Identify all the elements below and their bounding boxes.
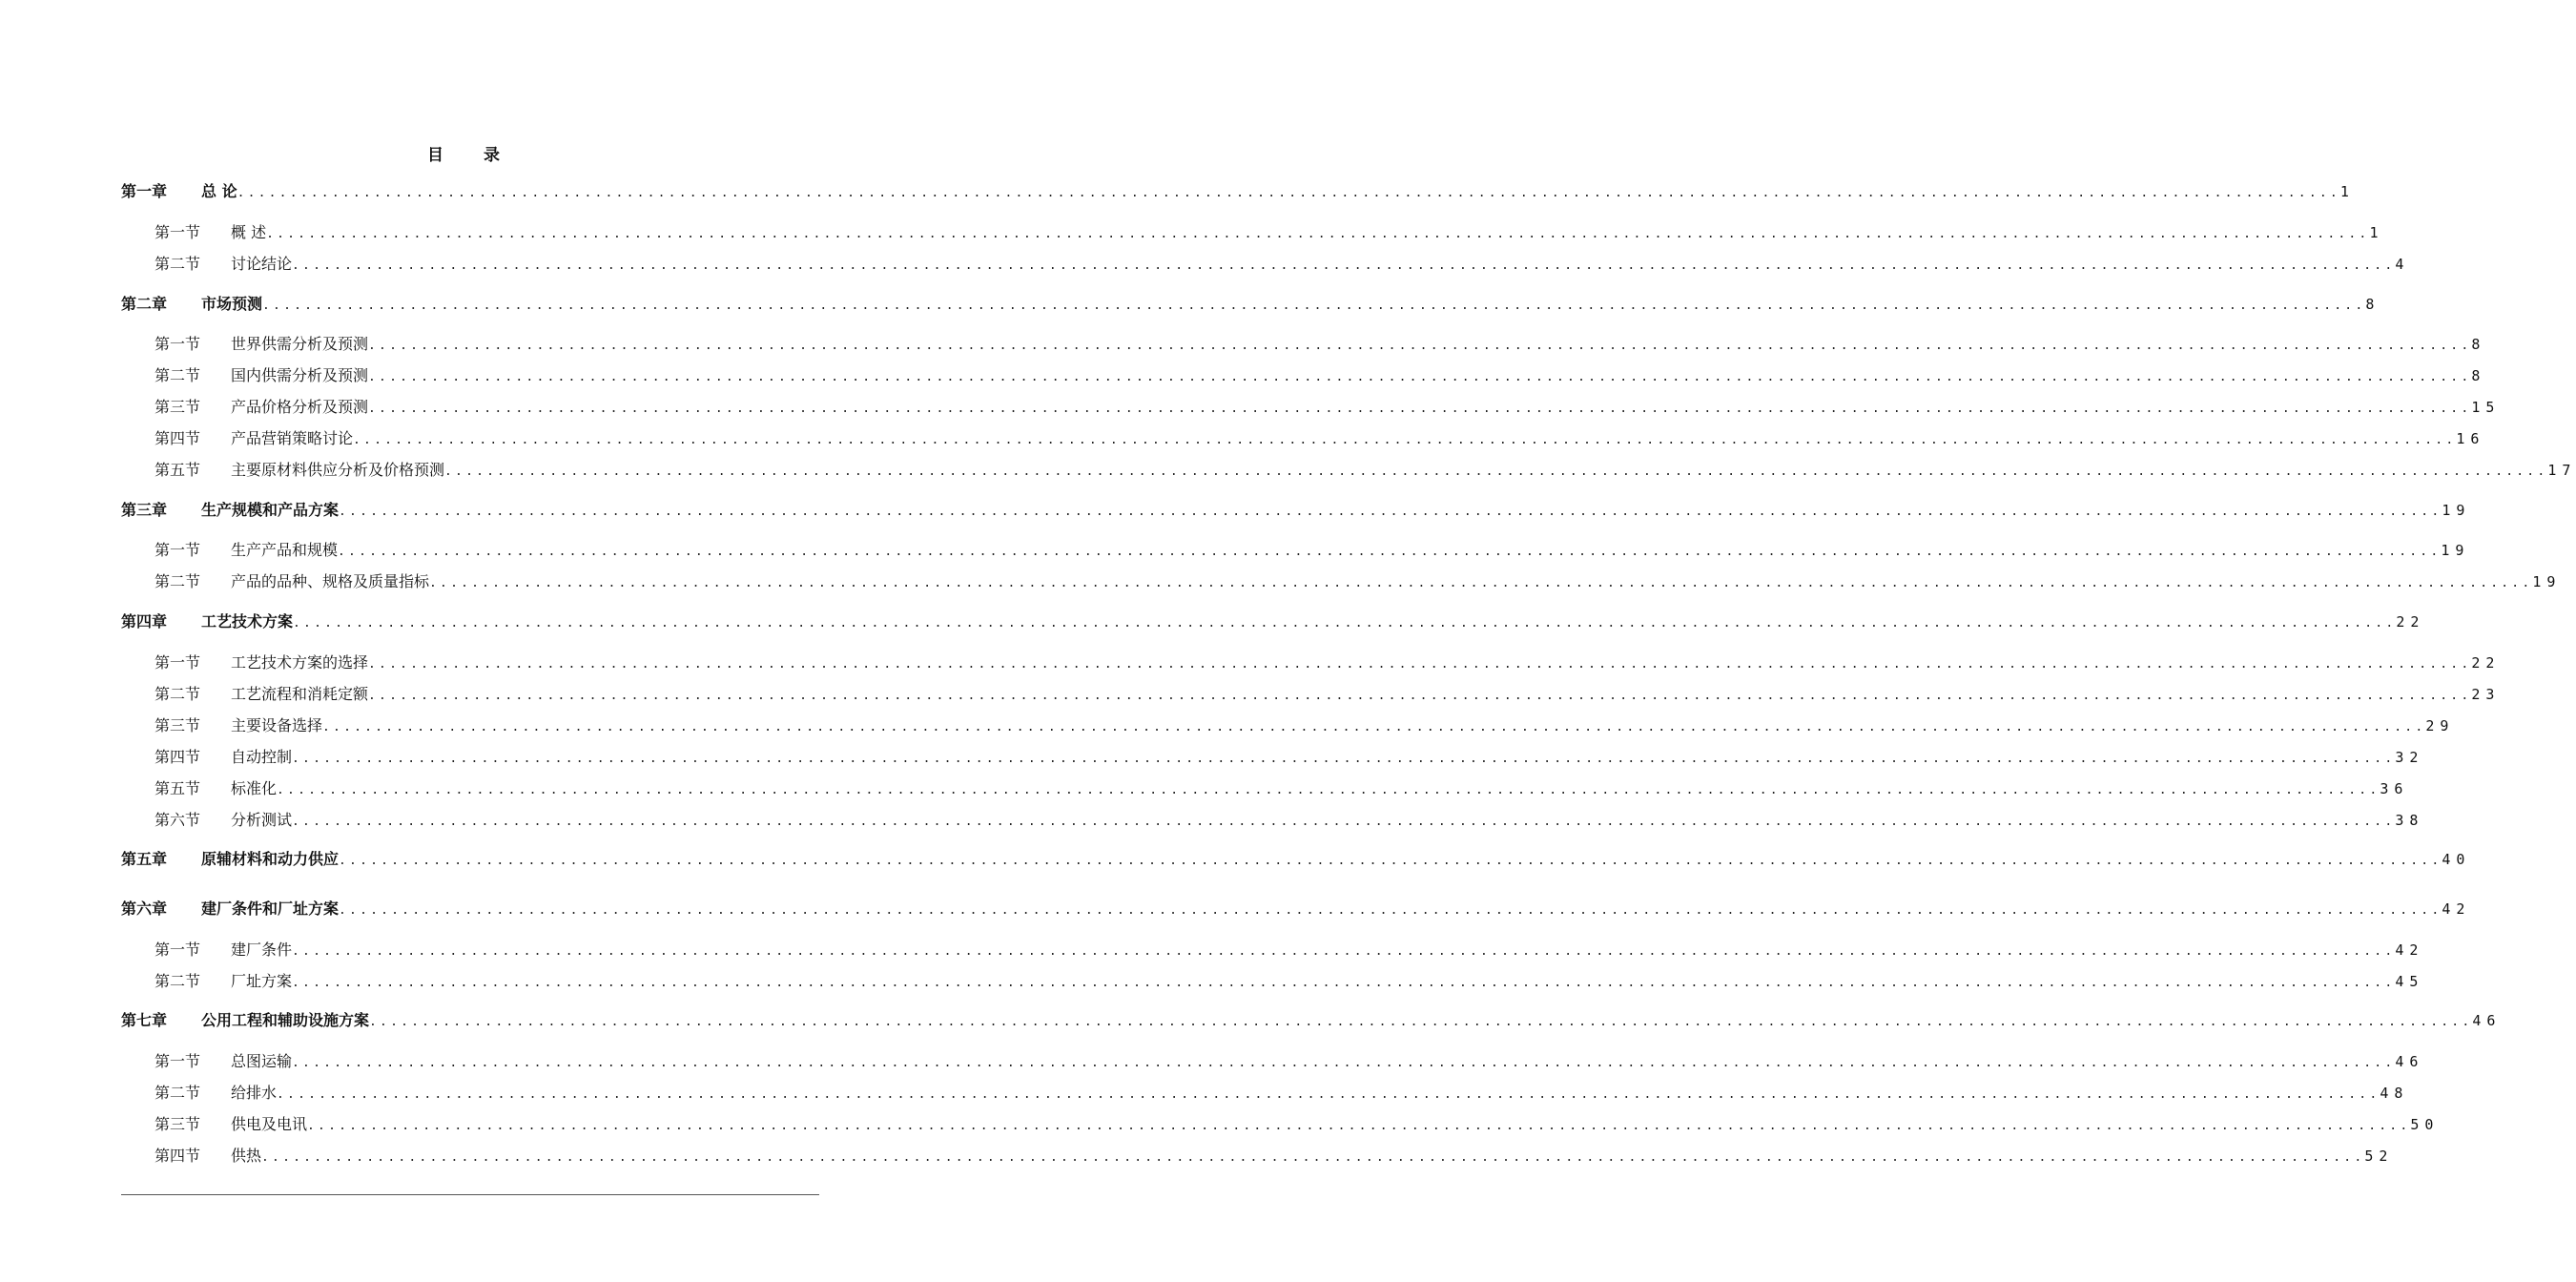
dot-leader: ........................................................................................................................................................................................................: [339, 505, 2442, 519]
dot-leader: ........................................................................................................................................................................................................: [368, 657, 2472, 672]
entry-label: 第二节: [155, 685, 201, 703]
entry-title: 讨论结论: [231, 255, 293, 273]
dot-leader: ........................................................................................................................................................................................................: [368, 402, 2472, 416]
dot-leader: ........................................................................................................................................................................................................: [368, 339, 2472, 353]
entry-label: 第一节: [155, 1052, 201, 1070]
toc-entry[interactable]: [155, 428, 2485, 449]
toc-entry[interactable]: [121, 899, 2471, 920]
entry-label: 第二节: [155, 972, 201, 990]
toc-entry[interactable]: [155, 715, 2455, 736]
dot-leader: ........................................................................................................................................................................................................: [292, 752, 2396, 766]
toc-entry[interactable]: [155, 684, 2501, 705]
toc-entry[interactable]: [155, 971, 2424, 992]
toc-entry[interactable]: [155, 460, 2576, 481]
entry-title: 总图运输: [231, 1052, 293, 1070]
entry-title: 原辅材料和动力供应: [201, 850, 340, 868]
toc-entry[interactable]: [121, 294, 2380, 315]
toc-title: 目 录: [427, 146, 517, 165]
dot-leader: ........................................................................................................................................................................................................: [262, 299, 2366, 313]
toc-entry[interactable]: [155, 540, 2470, 561]
toc-entry[interactable]: [155, 940, 2424, 961]
entry-page-number: 40: [2442, 851, 2471, 868]
toc-entry[interactable]: [121, 1010, 2502, 1031]
entry-label: 第一节: [155, 335, 201, 353]
entry-title: 给排水: [231, 1084, 278, 1102]
toc-entry[interactable]: [121, 500, 2471, 521]
toc-entry[interactable]: [155, 778, 2409, 799]
entry-title: 厂址方案: [231, 972, 293, 990]
entry-label: 第二节: [155, 572, 201, 590]
dot-leader: ........................................................................................................................................................................................................: [266, 227, 2370, 241]
dot-leader: ........................................................................................................................................................................................................: [339, 854, 2442, 868]
entry-page-number: 23: [2471, 686, 2501, 703]
entry-label: 第五节: [155, 461, 201, 479]
entry-title: 生产规模和产品方案: [201, 501, 340, 519]
entry-label: 第二节: [155, 366, 201, 384]
entry-page-number: 48: [2380, 1085, 2409, 1102]
entry-label: 第七章: [121, 1011, 168, 1029]
entry-page-number: 22: [2471, 654, 2501, 672]
entry-page-number: 1: [2339, 183, 2355, 200]
entry-page-number: 42: [2395, 941, 2424, 959]
toc-entry[interactable]: [155, 1051, 2424, 1072]
entry-title: 产品营销策略讨论: [231, 429, 354, 447]
entry-label: 第一节: [155, 653, 201, 672]
entry-title: 生产产品和规模: [231, 541, 339, 559]
entry-page-number: 38: [2395, 812, 2424, 829]
toc-entry[interactable]: [155, 397, 2501, 418]
entry-label: 第一节: [155, 941, 201, 959]
entry-page-number: 36: [2380, 780, 2409, 797]
entry-page-number: 42: [2442, 900, 2471, 918]
entry-title: 国内供需分析及预测: [231, 366, 369, 384]
toc-entry[interactable]: [155, 571, 2562, 592]
dot-leader: ........................................................................................................................................................................................................: [368, 689, 2472, 703]
entry-title: 分析测试: [231, 811, 293, 829]
entry-page-number: 1: [2369, 224, 2384, 241]
entry-title: 自动控制: [231, 748, 293, 766]
entry-label: 第一节: [155, 223, 201, 241]
dot-leader: ........................................................................................................................................................................................................: [292, 258, 2396, 273]
entry-title: 产品的品种、规格及质量指标: [231, 572, 430, 590]
entry-page-number: 8: [2365, 296, 2380, 313]
entry-title: 建厂条件: [231, 941, 293, 959]
dot-leader: ........................................................................................................................................................................................................: [292, 815, 2396, 829]
entry-label: 第六章: [121, 899, 168, 918]
toc-entry[interactable]: [155, 365, 2486, 386]
toc-entry[interactable]: [155, 810, 2424, 831]
entry-title: 概 述: [231, 223, 267, 241]
dot-leader: ........................................................................................................................................................................................................: [293, 616, 2397, 631]
dot-leader: ........................................................................................................................................................................................................: [307, 1119, 2411, 1133]
entry-page-number: 52: [2364, 1148, 2394, 1165]
dot-leader: ........................................................................................................................................................................................................: [338, 545, 2442, 559]
entry-label: 第六节: [155, 811, 201, 829]
entry-title: 公用工程和辅助设施方案: [201, 1011, 370, 1029]
dot-leader: ........................................................................................................................................................................................................: [292, 976, 2396, 990]
entry-label: 第二章: [121, 295, 168, 313]
entry-label: 第三节: [155, 1115, 201, 1133]
entry-title: 世界供需分析及预测: [231, 335, 369, 353]
entry-label: 第一节: [155, 541, 201, 559]
entry-label: 第二节: [155, 255, 201, 273]
entry-page-number: 32: [2395, 749, 2424, 766]
entry-label: 第三章: [121, 501, 168, 519]
entry-label: 第四章: [121, 612, 168, 631]
entry-page-number: 29: [2425, 717, 2455, 734]
entry-title: 标准化: [231, 779, 278, 797]
dot-leader: ........................................................................................................................................................................................................: [277, 1087, 2380, 1102]
entry-page-number: 45: [2395, 973, 2424, 990]
entry-title: 工艺流程和消耗定额: [231, 685, 369, 703]
entry-title: 产品价格分析及预测: [231, 398, 369, 416]
entry-label: 第四节: [155, 748, 201, 766]
entry-title: 主要原材料供应分析及价格预测: [231, 461, 445, 479]
entry-label: 第三节: [155, 716, 201, 734]
entry-page-number: 19: [2532, 573, 2562, 590]
toc-entry[interactable]: [155, 222, 2384, 243]
entry-title: 工艺技术方案的选择: [231, 653, 369, 672]
entry-label: 第四节: [155, 429, 201, 447]
entry-title: 工艺技术方案: [201, 612, 294, 631]
dot-leader: ........................................................................................................................................................................................................: [429, 576, 2533, 590]
entry-page-number: 50: [2410, 1116, 2440, 1133]
toc-entry[interactable]: [155, 1114, 2440, 1135]
dot-leader: ........................................................................................................................................................................................................: [369, 1015, 2473, 1029]
toc-entry[interactable]: [121, 849, 2471, 870]
toc-entry[interactable]: [155, 747, 2424, 768]
entry-label: 第二节: [155, 1084, 201, 1102]
entry-page-number: 19: [2442, 502, 2471, 519]
toc-entry[interactable]: [155, 1083, 2409, 1104]
toc-entry[interactable]: [121, 611, 2425, 632]
entry-page-number: 46: [2472, 1012, 2502, 1029]
entry-title: 供热: [231, 1147, 262, 1165]
dot-leader: ........................................................................................................................................................................................................: [292, 1056, 2396, 1070]
toc-entry[interactable]: [155, 652, 2501, 673]
entry-label: 第五章: [121, 850, 168, 868]
toc-entry[interactable]: [155, 1146, 2394, 1167]
entry-page-number: 19: [2441, 542, 2470, 559]
entry-title: 总 论: [201, 182, 237, 200]
toc-entry[interactable]: [155, 334, 2486, 355]
dot-leader: ........................................................................................................................................................................................................: [368, 370, 2472, 384]
entry-page-number: 15: [2471, 399, 2501, 416]
toc-entry[interactable]: [121, 181, 2355, 202]
dot-leader: ........................................................................................................................................................................................................: [322, 720, 2426, 734]
dot-leader: ........................................................................................................................................................................................................: [277, 783, 2380, 797]
entry-title: 主要设备选择: [231, 716, 323, 734]
entry-title: 建厂条件和厂址方案: [201, 899, 340, 918]
entry-page-number: 8: [2471, 367, 2486, 384]
entry-page-number: 46: [2395, 1053, 2424, 1070]
toc-entry[interactable]: [155, 254, 2410, 275]
dot-leader: ........................................................................................................................................................................................................: [261, 1150, 2365, 1165]
entry-title: 供电及电讯: [231, 1115, 308, 1133]
entry-title: 市场预测: [201, 295, 263, 313]
entry-page-number: 22: [2396, 613, 2425, 631]
dot-leader: ........................................................................................................................................................................................................: [237, 186, 2340, 200]
entry-label: 第五节: [155, 779, 201, 797]
dot-leader: ........................................................................................................................................................................................................: [353, 433, 2457, 447]
entry-label: 第四节: [155, 1147, 201, 1165]
entry-page-number: 17: [2547, 462, 2576, 479]
entry-page-number: 4: [2395, 256, 2410, 273]
dot-leader: ........................................................................................................................................................................................................: [339, 903, 2442, 918]
entry-page-number: 8: [2471, 336, 2486, 353]
dot-leader: ........................................................................................................................................................................................................: [444, 465, 2548, 479]
entry-page-number: 16: [2456, 430, 2485, 447]
entry-label: 第三节: [155, 398, 201, 416]
entry-label: 第一章: [121, 182, 168, 200]
footer-divider: [121, 1194, 819, 1195]
dot-leader: ........................................................................................................................................................................................................: [292, 944, 2396, 959]
